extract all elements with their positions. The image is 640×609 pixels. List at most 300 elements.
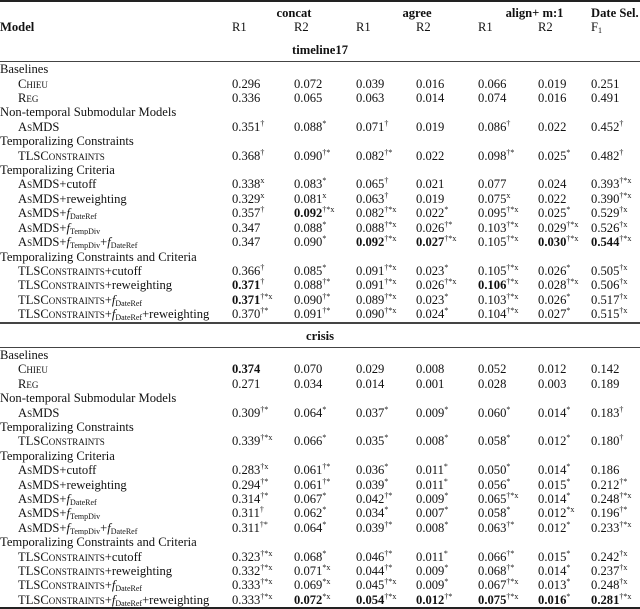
- model-name: [0, 77, 232, 91]
- model-name-part: f: [111, 307, 116, 322]
- model-name: [0, 550, 232, 564]
- score-value: 0.071: [294, 564, 323, 579]
- score-value: 0.088: [294, 278, 323, 293]
- table-row: [0, 149, 640, 163]
- score-cell: [478, 593, 538, 608]
- score-value: 0.027: [538, 307, 567, 322]
- score-value: 0.339: [232, 434, 261, 449]
- model-name: [0, 434, 232, 448]
- score-cell: [294, 406, 356, 420]
- score-value: 0.071: [356, 119, 385, 134]
- score-cell: [232, 120, 294, 134]
- score-value: 0.030: [538, 235, 567, 250]
- model-name-part: DateRef: [70, 498, 97, 507]
- significance-marker: †: [260, 206, 265, 215]
- model-name-part: AsMDS: [18, 220, 60, 235]
- significance-marker: †*x: [384, 220, 397, 229]
- score-cell: [478, 91, 538, 105]
- model-name-part: +: [59, 506, 67, 521]
- model-name-part: TempDiv: [70, 226, 101, 236]
- score-cell: [538, 506, 591, 520]
- significance-marker: *: [506, 405, 511, 414]
- model-name-part: TLSConstraints: [18, 434, 105, 449]
- significance-marker: †x: [619, 292, 628, 301]
- score-value: 0.332: [232, 564, 261, 579]
- table-row: [0, 506, 640, 520]
- model-name-part: +reweighting: [59, 477, 127, 492]
- model-name-part: TLSConstraints: [18, 148, 105, 163]
- score-value: 0.085: [294, 263, 323, 278]
- significance-marker: *: [384, 463, 389, 472]
- score-value: 0.039: [356, 76, 385, 91]
- significance-marker: *: [566, 206, 571, 215]
- score-value: 0.019: [416, 191, 445, 206]
- score-value: 0.089: [356, 292, 385, 307]
- model-name: [0, 149, 232, 163]
- significance-marker: †*x: [506, 492, 519, 500]
- score-cell: [591, 362, 640, 376]
- score-cell: [356, 550, 416, 564]
- score-value: 0.271: [232, 376, 261, 391]
- score-value: 0.070: [294, 362, 323, 377]
- score-cell: [294, 91, 356, 105]
- significance-marker: †*: [322, 477, 331, 486]
- score-cell: [591, 564, 640, 578]
- score-cell: [538, 293, 591, 307]
- score-cell: [416, 463, 478, 477]
- score-value: 0.371: [232, 292, 261, 307]
- table-row: [0, 192, 640, 206]
- significance-marker: *: [322, 506, 327, 515]
- group-label: Temporalizing Criteria: [0, 448, 115, 463]
- dataset-header-row: [0, 323, 640, 347]
- score-cell: [538, 550, 591, 564]
- score-value: 0.016: [416, 76, 445, 91]
- significance-marker: †x: [619, 278, 628, 287]
- model-name-part: TLSConstraints: [18, 292, 105, 307]
- score-cell: [416, 377, 478, 391]
- model-name-part: +reweighting: [104, 564, 173, 579]
- group-concat: concat: [232, 1, 356, 20]
- score-value: 0.039: [356, 520, 385, 535]
- score-value: 0.021: [416, 177, 445, 192]
- model-name-part: f: [66, 506, 71, 521]
- significance-marker: *: [444, 434, 449, 443]
- score-cell: [356, 478, 416, 492]
- significance-marker: †: [260, 148, 265, 157]
- score-cell: [591, 463, 640, 477]
- score-cell: [294, 206, 356, 220]
- significance-marker: *: [566, 492, 571, 500]
- score-cell: [356, 434, 416, 448]
- significance-marker: *: [444, 405, 449, 414]
- score-value: 0.506: [591, 278, 620, 293]
- score-value: 0.013: [538, 578, 567, 593]
- significance-marker: †*x: [506, 278, 519, 287]
- model-name-part: +cutoff: [59, 463, 97, 478]
- significance-marker: *x: [322, 564, 331, 573]
- model-name-part: TLSConstraints: [18, 278, 105, 293]
- score-value: 0.001: [416, 376, 445, 391]
- score-cell: [478, 192, 538, 206]
- score-value: 0.035: [356, 434, 385, 449]
- score-cell: [232, 593, 294, 608]
- score-cell: [356, 377, 416, 391]
- score-cell: [232, 463, 294, 477]
- model-name-part: AsMDS: [18, 206, 60, 221]
- score-cell: [232, 406, 294, 420]
- score-cell: [294, 307, 356, 322]
- model-name-part: AsMDS: [18, 463, 60, 478]
- score-cell: [591, 377, 640, 391]
- score-cell: [416, 192, 478, 206]
- score-value: 0.347: [232, 220, 261, 235]
- model-name-part: DateRef: [70, 212, 97, 221]
- significance-marker: *: [566, 263, 571, 272]
- score-value: 0.060: [478, 405, 507, 420]
- score-cell: [294, 149, 356, 163]
- score-cell: [591, 293, 640, 307]
- score-value: 0.066: [294, 434, 323, 449]
- score-value: 0.393: [591, 177, 620, 192]
- score-cell: [591, 593, 640, 608]
- significance-marker: †*x: [506, 220, 519, 229]
- model-name-part: +: [100, 520, 108, 535]
- score-value: 0.008: [416, 520, 445, 535]
- score-cell: [294, 235, 356, 249]
- score-value: 0.088: [294, 220, 323, 235]
- metric-header: R1: [478, 20, 493, 35]
- score-cell: [416, 221, 478, 235]
- score-cell: [416, 362, 478, 376]
- score-value: 0.007: [416, 506, 445, 521]
- score-value: 0.014: [538, 405, 567, 420]
- score-value: 0.009: [416, 492, 445, 506]
- score-value: 0.351: [232, 119, 261, 134]
- significance-marker: †*x: [384, 263, 397, 272]
- score-cell: [294, 192, 356, 206]
- score-value: 0.063: [356, 191, 385, 206]
- score-cell: [294, 434, 356, 448]
- score-cell: [356, 278, 416, 292]
- score-value: 0.026: [416, 278, 445, 293]
- score-cell: [591, 307, 640, 322]
- score-value: 0.517: [591, 292, 620, 307]
- score-cell: [591, 492, 640, 506]
- model-name-part: TLSConstraints: [18, 549, 105, 564]
- model-name: [0, 120, 232, 134]
- score-value: 0.189: [591, 376, 620, 391]
- score-cell: [232, 492, 294, 506]
- score-cell: [478, 307, 538, 322]
- score-value: 0.333: [232, 578, 261, 593]
- significance-marker: †*x: [566, 220, 579, 229]
- score-cell: [478, 578, 538, 592]
- score-cell: [478, 492, 538, 506]
- score-cell: [538, 564, 591, 578]
- significance-marker: †*x: [260, 578, 273, 587]
- score-cell: [294, 492, 356, 506]
- score-cell: [416, 492, 478, 506]
- score-value: 0.314: [232, 492, 261, 506]
- table-row: [0, 377, 640, 391]
- significance-marker: *: [443, 549, 448, 558]
- score-cell: [232, 235, 294, 249]
- significance-marker: †*x: [260, 549, 273, 558]
- score-value: 0.009: [416, 405, 445, 420]
- significance-marker: †*: [259, 520, 268, 529]
- score-cell: [478, 506, 538, 520]
- score-value: 0.092: [294, 206, 323, 221]
- score-value: 0.390: [591, 191, 620, 206]
- table-row: [0, 221, 640, 235]
- score-cell: [591, 406, 640, 420]
- model-name-part: +cutoff: [104, 549, 142, 564]
- significance-marker: *: [566, 477, 571, 486]
- score-value: 0.296: [232, 76, 261, 91]
- table-row: [0, 406, 640, 420]
- score-value: 0.196: [591, 506, 620, 521]
- score-cell: [538, 177, 591, 191]
- significance-marker: *: [444, 492, 449, 500]
- score-cell: [591, 177, 640, 191]
- model-name-part: +reweighting: [142, 307, 210, 322]
- significance-marker: †*: [444, 220, 453, 229]
- score-value: 0.072: [294, 592, 323, 607]
- score-cell: [478, 77, 538, 91]
- score-value: 0.347: [232, 235, 261, 250]
- significance-marker: †*: [322, 307, 331, 316]
- significance-marker: †*: [384, 549, 393, 558]
- score-cell: [356, 221, 416, 235]
- score-value: 0.045: [356, 578, 385, 593]
- significance-marker: †*: [506, 564, 515, 573]
- model-name: [0, 506, 232, 520]
- significance-marker: *: [322, 520, 327, 529]
- score-cell: [232, 278, 294, 292]
- score-value: 0.077: [478, 177, 507, 192]
- group-row: [0, 535, 640, 549]
- score-cell: [478, 293, 538, 307]
- significance-marker: †*: [444, 592, 453, 601]
- score-value: 0.024: [538, 177, 567, 192]
- score-value: 0.248: [591, 578, 620, 593]
- model-name-part: f: [66, 235, 71, 250]
- score-value: 0.068: [294, 549, 323, 564]
- significance-marker: †*: [322, 463, 331, 472]
- score-cell: [478, 478, 538, 492]
- group-row: [0, 449, 640, 463]
- significance-marker: †*: [506, 520, 515, 529]
- score-value: 0.014: [416, 91, 445, 106]
- model-name-part: +: [104, 292, 112, 307]
- significance-marker: †*x: [384, 278, 397, 287]
- score-value: 0.368: [232, 148, 261, 163]
- score-cell: [416, 149, 478, 163]
- score-cell: [416, 406, 478, 420]
- group-row: [0, 250, 640, 264]
- score-cell: [232, 478, 294, 492]
- score-cell: [232, 434, 294, 448]
- score-cell: [294, 578, 356, 592]
- score-value: 0.063: [478, 520, 507, 535]
- score-value: 0.092: [356, 235, 385, 250]
- significance-marker: x: [260, 177, 265, 186]
- significance-marker: x: [260, 191, 265, 200]
- significance-marker: †*: [384, 564, 393, 573]
- score-cell: [416, 578, 478, 592]
- score-cell: [294, 77, 356, 91]
- model-name-part: f: [111, 592, 116, 607]
- significance-marker: †*x: [506, 206, 519, 215]
- score-cell: [294, 120, 356, 134]
- score-value: 0.023: [416, 292, 445, 307]
- score-value: 0.016: [538, 592, 567, 607]
- significance-marker: *: [506, 477, 511, 486]
- model-name-part: +: [59, 492, 67, 506]
- score-value: 0.011: [416, 549, 444, 564]
- score-cell: [294, 221, 356, 235]
- significance-marker: †*: [619, 477, 628, 486]
- significance-marker: †*: [322, 278, 331, 287]
- score-cell: [232, 206, 294, 220]
- model-name-part: f: [66, 520, 71, 535]
- score-value: 0.186: [591, 463, 620, 478]
- score-cell: [538, 278, 591, 292]
- table-row: [0, 492, 640, 506]
- model-name-part: +: [104, 578, 112, 593]
- score-cell: [538, 593, 591, 608]
- significance-marker: *: [443, 477, 448, 486]
- significance-marker: *: [322, 492, 327, 500]
- score-cell: [294, 293, 356, 307]
- model-name: [0, 192, 232, 206]
- significance-marker: x: [322, 191, 327, 200]
- model-name-part: +: [59, 220, 67, 235]
- score-cell: [416, 478, 478, 492]
- group-label: Temporalizing Constraints: [0, 419, 134, 434]
- significance-marker: †x: [619, 206, 628, 215]
- metric-header: R2: [294, 20, 309, 35]
- score-value: 0.090: [294, 292, 323, 307]
- significance-marker: †x: [260, 463, 269, 472]
- score-value: 0.074: [478, 91, 507, 106]
- score-cell: [478, 149, 538, 163]
- group-label: Baselines: [0, 62, 49, 77]
- score-value: 0.014: [356, 376, 385, 391]
- significance-marker: †*x: [566, 278, 579, 287]
- score-cell: [591, 120, 640, 134]
- score-value: 0.037: [356, 405, 385, 420]
- score-cell: [416, 307, 478, 322]
- score-cell: [538, 307, 591, 322]
- score-value: 0.072: [294, 76, 323, 91]
- score-value: 0.008: [416, 434, 445, 449]
- score-value: 0.068: [478, 564, 507, 579]
- score-cell: [356, 120, 416, 134]
- table-row: [0, 550, 640, 564]
- model-name-part: AsMDS: [18, 405, 60, 420]
- significance-marker: *x: [566, 506, 575, 515]
- significance-marker: *: [566, 578, 571, 587]
- significance-marker: †: [619, 148, 624, 157]
- score-cell: [478, 278, 538, 292]
- score-value: 0.090: [294, 148, 323, 163]
- score-value: 0.044: [356, 564, 385, 579]
- group-align: align+ m:1: [478, 1, 591, 20]
- score-value: 0.311: [232, 506, 260, 521]
- significance-marker: *: [384, 405, 389, 414]
- score-cell: [591, 235, 640, 249]
- score-value: 0.015: [538, 549, 567, 564]
- significance-marker: *x: [322, 578, 331, 587]
- table-row: [0, 478, 640, 492]
- score-cell: [232, 77, 294, 91]
- model-name: [0, 377, 232, 391]
- score-cell: [232, 564, 294, 578]
- score-value: 0.242: [591, 549, 620, 564]
- significance-marker: †*x: [322, 206, 335, 215]
- score-cell: [294, 362, 356, 376]
- score-value: 0.012: [538, 434, 567, 449]
- score-cell: [356, 235, 416, 249]
- model-name: [0, 221, 232, 235]
- score-value: 0.026: [416, 220, 445, 235]
- significance-marker: *: [444, 578, 449, 587]
- significance-marker: †*x: [384, 206, 397, 215]
- group-label: Non-temporal Submodular Models: [0, 105, 177, 120]
- score-cell: [538, 492, 591, 506]
- significance-marker: †*x: [619, 235, 632, 244]
- group-row: [0, 105, 640, 119]
- model-name-part: DateRef: [115, 584, 143, 593]
- model-name-part: f: [111, 578, 116, 593]
- score-cell: [356, 564, 416, 578]
- significance-marker: *: [444, 292, 449, 301]
- model-name-part: AsMDS: [18, 191, 60, 206]
- significance-marker: †*x: [260, 564, 273, 573]
- score-value: 0.357: [232, 206, 261, 221]
- model-name-part: f: [66, 220, 71, 235]
- significance-marker: *: [443, 463, 448, 472]
- score-cell: [591, 192, 640, 206]
- score-cell: [416, 521, 478, 535]
- score-value: 0.103: [478, 292, 507, 307]
- model-name: [0, 578, 232, 592]
- significance-marker: †x: [619, 307, 628, 316]
- significance-marker: †*x: [506, 263, 519, 272]
- group-label: Temporalizing Constraints and Criteria: [0, 535, 197, 550]
- table-row: [0, 434, 640, 448]
- group-label: Temporalizing Constraints and Criteria: [0, 249, 197, 264]
- metric-f-label: F: [591, 20, 599, 35]
- significance-marker: †x: [619, 578, 628, 587]
- score-cell: [478, 550, 538, 564]
- score-value: 0.036: [356, 463, 385, 478]
- table-row: [0, 264, 640, 278]
- score-cell: [356, 149, 416, 163]
- score-value: 0.323: [232, 549, 261, 564]
- score-value: 0.075: [478, 191, 507, 206]
- score-cell: [416, 235, 478, 249]
- model-name-part: +: [59, 206, 67, 221]
- model-name-part: f: [107, 235, 111, 250]
- score-value: 0.091: [356, 278, 385, 293]
- score-cell: [591, 550, 640, 564]
- table-row: [0, 235, 640, 249]
- score-cell: [232, 192, 294, 206]
- significance-marker: †*x: [506, 235, 519, 244]
